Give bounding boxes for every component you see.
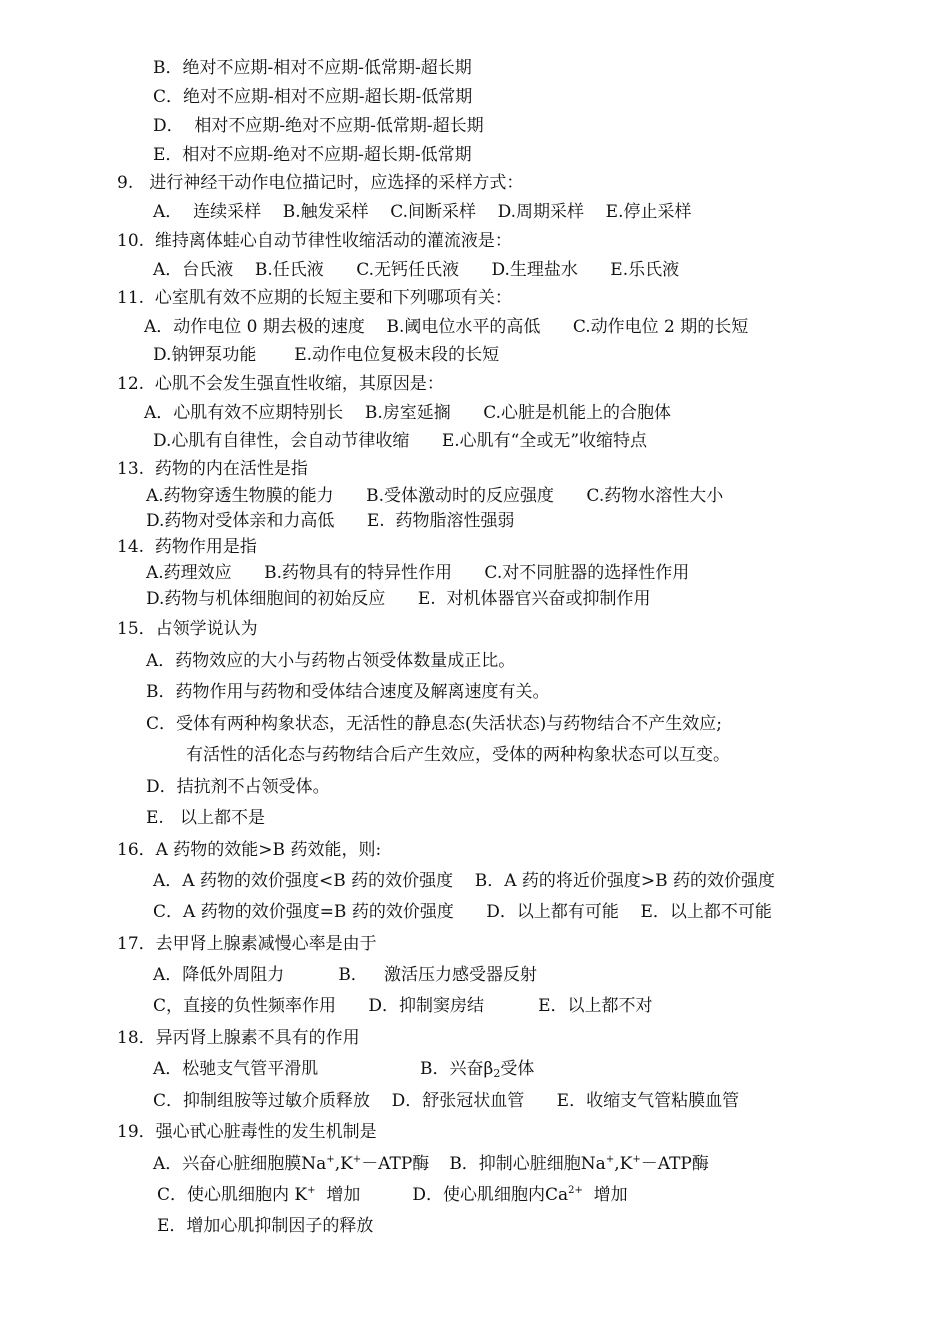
q9-options: A． 连续采样 B.触发采样 C.间断采样 D.周期采样 E.停止采样 bbox=[153, 202, 692, 222]
q19-option-b-tail: －ATP酶 bbox=[640, 1154, 709, 1174]
q19-option-c-text: C．使心肌细胞内 K bbox=[157, 1185, 308, 1205]
q19-option-b-sup1: + bbox=[605, 1154, 615, 1165]
q19-option-c-tail: 增加 bbox=[315, 1185, 361, 1205]
q15-option-a: A．药物效应的大小与药物占领受体数量成正比。 bbox=[146, 651, 516, 671]
q17-options-line2: C，直接的负性频率作用 D．抑制窦房结 E．以上都不对 bbox=[153, 996, 653, 1016]
q8-option-b: B．绝对不应期-相对不应期-低常期-超长期 bbox=[153, 58, 472, 78]
q18-option-b bbox=[420, 1057, 534, 1081]
q18-option-a: A．松驰支气管平滑肌 bbox=[153, 1059, 319, 1079]
q12-stem: 12. 心肌不会发生强直性收缩，其原因是： bbox=[117, 374, 444, 394]
q13-options-line1: A.药物穿透生物膜的能力 B.受体激动时的反应强度 C.药物水溶性大小 bbox=[146, 486, 724, 506]
q18-option-b-text: B．兴奋β bbox=[420, 1059, 494, 1079]
q19-options-line1 bbox=[153, 1152, 709, 1176]
q16-options-line1: A．A 药物的效价强度<B 药的效价强度 B．A 药的将近价强度>B 药的效价强度 bbox=[153, 871, 776, 891]
q16-stem: 16．A 药物的效能>B 药效能，则: bbox=[117, 840, 382, 860]
q13-options-line2: D.药物对受体亲和力高低 E. 药物脂溶性强弱 bbox=[146, 511, 515, 531]
q18-stem: 18．异丙肾上腺素不具有的作用 bbox=[117, 1028, 360, 1048]
q15-stem: 15．占领学说认为 bbox=[117, 619, 258, 639]
q17-options-line1: A．降低外周阻力 B． 激活压力感受器反射 bbox=[153, 965, 538, 985]
q8-option-e: E．相对不应期-绝对不应期-超长期-低常期 bbox=[153, 145, 472, 165]
q14-options-line2: D.药物与机体细胞间的初始反应 E. 对机体器官兴奋或抑制作用 bbox=[146, 589, 651, 609]
q17-stem: 17．去甲肾上腺素减慢心率是由于 bbox=[117, 934, 377, 954]
q12-options-line2: D.心肌有自律性，会自动节律收缩 E.心肌有“全或无”收缩特点 bbox=[153, 431, 648, 451]
q19-option-a-sup2: + bbox=[352, 1154, 362, 1165]
q19-option-a-text: A．兴奋心脏细胞膜Na bbox=[153, 1154, 327, 1174]
q19-option-d-sup: 2+ bbox=[568, 1185, 583, 1196]
q18-options-line2: C．抑制组胺等过敏介质释放 D．舒张冠状血管 E．收缩支气管粘膜血管 bbox=[153, 1091, 740, 1111]
q10-stem: 10. 维持离体蛙心自动节律性收缩活动的灌流液是： bbox=[117, 231, 512, 251]
q11-options-line2: D.钠钾泵功能 E.动作电位复极末段的长短 bbox=[153, 345, 500, 365]
q19-option-d-tail: 增加 bbox=[582, 1185, 628, 1205]
q14-stem: 14. 药物作用是指 bbox=[117, 537, 257, 557]
q11-options-line1: A．动作电位 0 期去极的速度 B.阈电位水平的高低 C.动作电位 2 期的长短 bbox=[144, 317, 749, 337]
q18-option-b-tail: 受体 bbox=[500, 1059, 535, 1079]
q14-options-line1: A.药理效应 B.药物具有的特异性作用 C.对不同脏器的选择性作用 bbox=[146, 563, 690, 583]
q19-option-b-k: ,K bbox=[614, 1154, 633, 1174]
q16-options-line2: C．A 药物的效价强度=B 药的效价强度 D．以上都有可能 E．以上都不可能 bbox=[153, 902, 772, 922]
q19-option-e: E．增加心肌抑制因子的释放 bbox=[157, 1216, 374, 1236]
q15-option-e: E. 以上都不是 bbox=[146, 808, 266, 828]
q15-option-c-line1: C．受体有两种构象状态，无活性的静息态(失活状态)与药物结合不产生效应; bbox=[146, 714, 722, 734]
q8-option-c: C．绝对不应期-相对不应期-超长期-低常期 bbox=[153, 87, 473, 107]
q19-option-b-text: B．抑制心脏细胞Na bbox=[449, 1154, 606, 1174]
q9-stem: 9. 进行神经干动作电位描记时，应选择的采样方式： bbox=[117, 173, 524, 193]
q13-stem: 13. 药物的内在活性是指 bbox=[117, 459, 308, 479]
q15-option-d: D．拮抗剂不占领受体。 bbox=[146, 777, 330, 797]
q19-option-a-tail: －ATP酶 bbox=[361, 1154, 430, 1174]
q12-options-line1: A．心肌有效不应期特别长 B.房室延搁 C.心脏是机能上的合胞体 bbox=[144, 403, 672, 423]
q18-option-b-subscript: 2 bbox=[493, 1067, 501, 1080]
q19-option-a-sup1: + bbox=[326, 1154, 335, 1165]
q15-option-b: B．药物作用与药物和受体结合速度及解离速度有关。 bbox=[146, 682, 550, 702]
q10-options: A．台氏液 B.任氏液 C.无钙任氏液 D.生理盐水 E.乐氏液 bbox=[153, 260, 680, 280]
q19-option-a-k: ,K bbox=[334, 1154, 353, 1174]
q19-option-b-sup2: + bbox=[632, 1154, 641, 1165]
q19-option-d-text: D．使心肌细胞内Ca bbox=[412, 1185, 569, 1205]
q15-option-c-line2: 有活性的活化态与药物结合后产生效应，受体的两种构象状态可以互变。 bbox=[186, 745, 730, 765]
q19-stem: 19．强心甙心脏毒性的发生机制是 bbox=[117, 1122, 377, 1142]
q19-option-c-sup: + bbox=[307, 1185, 316, 1196]
q11-stem: 11. 心室肌有效不应期的长短主要和下列哪项有关： bbox=[117, 288, 512, 308]
q19-options-line2 bbox=[157, 1183, 628, 1207]
q8-option-d: D． 相对不应期-绝对不应期-低常期-超长期 bbox=[153, 116, 484, 136]
